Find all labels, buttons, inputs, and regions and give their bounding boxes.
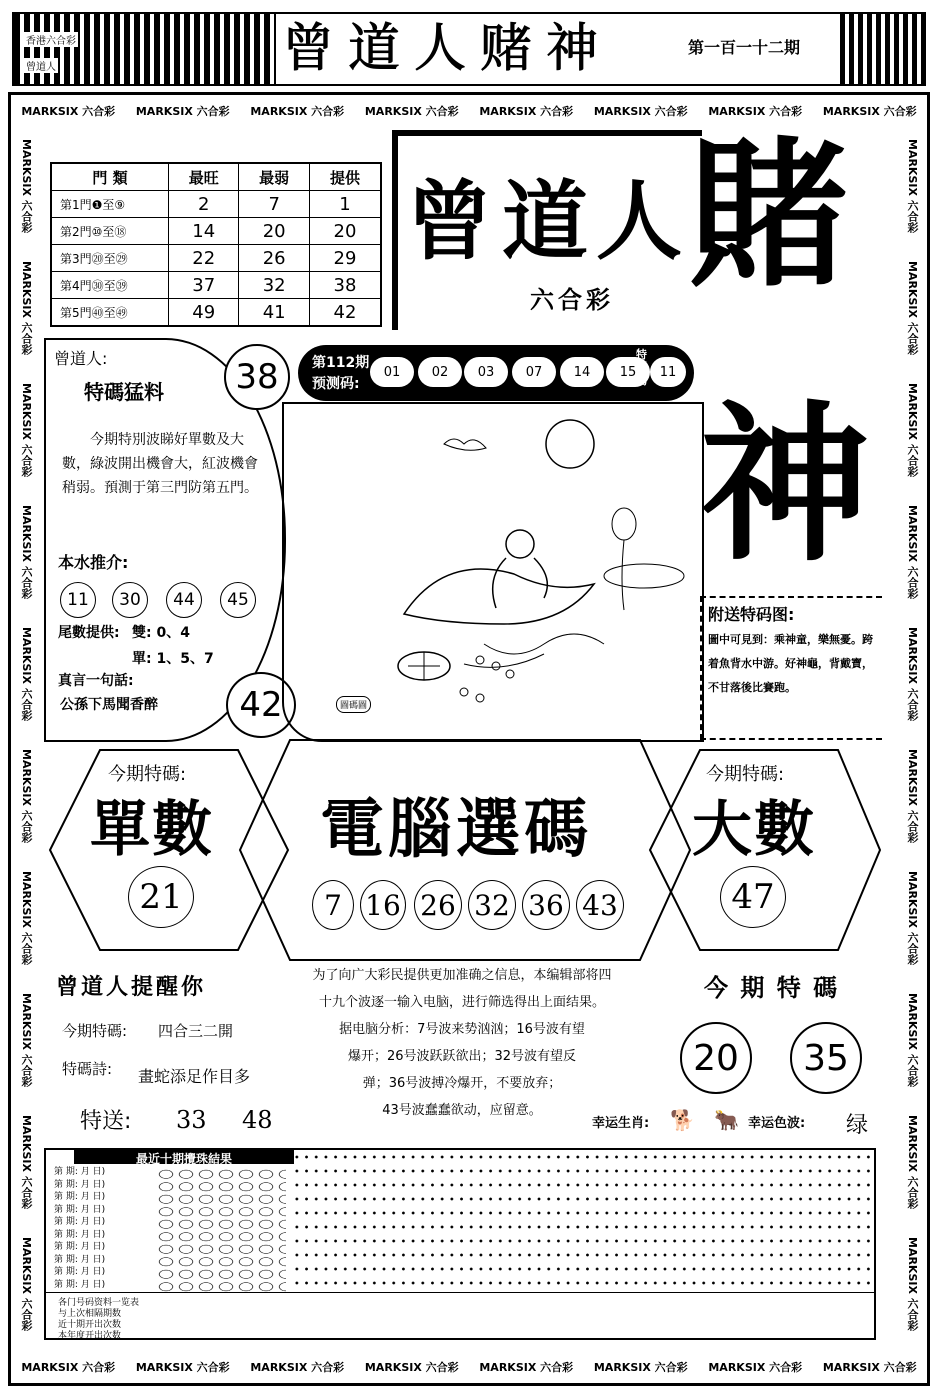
pred-special-label: 特別碼	[636, 348, 647, 387]
door-give: 38	[309, 272, 381, 299]
right-hex-label: 今期特碼:	[706, 764, 785, 785]
border-text: MARKSIX 六合彩	[20, 627, 33, 721]
draw-row-label: 第 期: 月 日)	[54, 1254, 106, 1265]
pred-ball: 01	[370, 357, 414, 387]
door-hot: 37	[169, 272, 239, 299]
draw-row-label: 第 期: 月 日)	[54, 1229, 106, 1240]
ox-icon: 🐂	[714, 1108, 739, 1132]
tail-odd: 單: 1、5、7	[132, 651, 214, 667]
door-hot: 14	[169, 218, 239, 245]
pred-ball: 14	[560, 357, 604, 387]
border-text: MARKSIX 六合彩	[21, 1361, 116, 1374]
recent-draws-table	[44, 1148, 876, 1340]
draw-row-label: 第 期: 月 日)	[54, 1267, 106, 1277]
dog-icon: 🐕	[670, 1108, 695, 1132]
border-text: MARKSIX 六合彩	[906, 261, 919, 355]
today-special-number: 35	[790, 1022, 862, 1094]
border-text: MARKSIX 六合彩	[906, 1115, 919, 1209]
border-text: MARKSIX 六合彩	[906, 749, 919, 843]
header-strip-text-2: 曾道人	[24, 58, 58, 73]
tail-label: 尾數提供:	[58, 625, 120, 641]
panel-paragraph: 今期特別波睇好單數及大數，綠波開出機會大，紅波機會稍弱。預測于第三門防第五門。	[62, 432, 258, 496]
border-text: MARKSIX 六合彩	[135, 105, 230, 118]
door-label: 第3門⑳至㉙	[51, 245, 169, 272]
phrase-label: 真言一句話:	[58, 673, 134, 689]
draws-dot-grid	[292, 1150, 874, 1292]
pred-special-ball: 11	[650, 357, 686, 387]
draws-oval-grid	[156, 1168, 286, 1292]
water-number: 45	[220, 582, 256, 618]
pred-code-label: 预测码:	[312, 376, 360, 392]
circle-number-bottom: 42	[226, 672, 296, 738]
today-special-title: 今 期 特 碼	[704, 974, 840, 1002]
attached-title: 附送特码图:	[708, 605, 795, 624]
door-give: 29	[309, 245, 381, 272]
col-header: 最弱	[239, 163, 309, 191]
computer-number: 43	[576, 880, 624, 930]
left-hex-number: 21	[128, 866, 194, 928]
reminder-poem-label: 特碼詩:	[62, 1060, 113, 1078]
paragraph-line: 爆开；26号波跃跃欲出；32号波有望反	[347, 1049, 577, 1064]
draws-title: 最近十期攪珠結果	[74, 1150, 294, 1164]
door-cold: 26	[239, 245, 309, 272]
lucky-wave-value: 绿	[846, 1113, 869, 1138]
center-hex-title: 電腦選碼	[320, 792, 592, 867]
pred-ball: 15	[606, 357, 650, 387]
border-text: MARKSIX 六合彩	[20, 139, 33, 233]
title-char: 曾	[406, 171, 492, 272]
door-give: 20	[309, 218, 381, 245]
illustration-stamp: 圖碼圖	[336, 696, 371, 713]
border-text: MARKSIX 六合彩	[906, 139, 919, 233]
paragraph-line: 弹；36号波搏冷爆开，不要放弃；	[362, 1076, 562, 1091]
door-give: 42	[309, 299, 381, 327]
draw-row-label: 第 期: 月 日)	[54, 1217, 106, 1227]
left-hex-label: 今期特碼:	[108, 764, 187, 785]
col-header: 提供	[309, 163, 381, 191]
phrase-text: 公孫下馬聞香醉	[60, 697, 158, 713]
draws-bottom-rows	[46, 1292, 874, 1339]
door-label: 第2門⑩至⑱	[51, 218, 169, 245]
door-cold: 32	[239, 272, 309, 299]
computer-number: 36	[522, 880, 570, 930]
border-text: MARKSIX 六合彩	[708, 1361, 803, 1374]
border-text: MARKSIX 六合彩	[479, 1361, 574, 1374]
border-text: MARKSIX 六合彩	[20, 993, 33, 1087]
bottom-label: 与上次相隔期数	[58, 1309, 122, 1319]
door-label: 第5門㊵至㊾	[51, 299, 169, 327]
border-text: MARKSIX 六合彩	[479, 105, 574, 118]
header-issue: 第一百一十二期	[688, 28, 838, 68]
border-text: MARKSIX 六合彩	[21, 105, 116, 118]
border-text: MARKSIX 六合彩	[906, 505, 919, 599]
water-title: 本水推介:	[58, 553, 129, 572]
left-hex-big: 單數	[90, 795, 214, 865]
border-text: MARKSIX 六合彩	[822, 105, 917, 118]
header-strip-text-1: 香港六合彩	[24, 32, 78, 47]
border-text: MARKSIX 六合彩	[822, 1361, 917, 1374]
computer-number: 26	[414, 880, 462, 930]
door-label: 第4門㉚至㊴	[51, 272, 169, 299]
door-hot: 2	[169, 191, 239, 218]
col-header: 最旺	[169, 163, 239, 191]
circle-number-top: 38	[224, 344, 290, 410]
col-header: 門 類	[51, 163, 169, 191]
border-text: MARKSIX 六合彩	[906, 871, 919, 965]
reminder-title: 曾道人提醒你	[56, 975, 207, 1000]
pred-ball: 07	[512, 357, 556, 387]
border-text: MARKSIX 六合彩	[135, 1361, 230, 1374]
door-label: 第1門❶至⑨	[51, 191, 169, 218]
send-number: 33	[176, 1106, 207, 1134]
pred-ball: 03	[464, 357, 508, 387]
draw-row-label: 第 期: 月 日)	[54, 1179, 106, 1190]
right-hex-big: 大數	[692, 795, 816, 865]
border-text: MARKSIX 六合彩	[20, 1237, 33, 1331]
paragraph-line: 十九个波逐一输入电脑，进行筛选得出上面结果。	[318, 995, 605, 1010]
center-paragraph	[282, 962, 642, 1124]
paragraph-line: 为了向广大彩民提供更加准确之信息，本编辑部将四	[312, 968, 612, 983]
draw-row-label: 第 期: 月 日)	[54, 1279, 106, 1290]
title-small: 六合彩	[530, 285, 614, 314]
water-number: 30	[112, 582, 148, 618]
header-title: 曾道人赌神	[282, 19, 613, 79]
bottom-label: 本年度开出次数	[58, 1331, 122, 1341]
border-text: MARKSIX 六合彩	[364, 105, 459, 118]
paragraph-line: 据电脑分析：7号波来势汹汹；16号波有望	[339, 1022, 585, 1037]
reminder-send-label: 特送:	[80, 1109, 132, 1134]
reminder-special-value: 四合三二開	[158, 1022, 234, 1040]
computer-number: 7	[312, 880, 354, 930]
water-number: 44	[166, 582, 202, 618]
title-char: 人	[596, 171, 682, 272]
border-text: MARKSIX 六合彩	[20, 261, 33, 355]
draw-row-label: 第 期: 月 日)	[54, 1204, 106, 1215]
border-text: MARKSIX 六合彩	[906, 993, 919, 1087]
border-text: MARKSIX 六合彩	[20, 1115, 33, 1209]
tail-even: 雙: 0、4	[132, 625, 190, 641]
door-cold: 41	[239, 299, 309, 327]
border-text: MARKSIX 六合彩	[906, 383, 919, 477]
border-text: MARKSIX 六合彩	[20, 749, 33, 843]
lucky-row	[590, 1108, 880, 1138]
border-text: MARKSIX 六合彩	[250, 105, 345, 118]
right-hex-number: 47	[720, 866, 786, 928]
door-hot: 49	[169, 299, 239, 327]
border-text: MARKSIX 六合彩	[20, 383, 33, 477]
bottom-label: 近十期开出次数	[58, 1320, 122, 1330]
pred-ball: 02	[418, 357, 462, 387]
border-text: MARKSIX 六合彩	[906, 627, 919, 721]
paragraph-line: 43号波蠢蠢欲动，应留意。	[382, 1103, 542, 1118]
today-special-number: 20	[680, 1022, 752, 1094]
send-number: 48	[242, 1106, 273, 1134]
title-char-shen: 神	[700, 385, 871, 585]
lucky-zodiac-label: 幸运生肖:	[592, 1116, 650, 1131]
border-text: MARKSIX 六合彩	[364, 1361, 459, 1374]
computer-number: 32	[468, 880, 516, 930]
door-cold: 7	[239, 191, 309, 218]
bottom-label: 各门号码资料一览表	[58, 1298, 140, 1308]
draw-row-label: 第 期: 月 日)	[54, 1192, 106, 1202]
attached-text: 圖中可見到：乘神童，樂無憂。跨着魚背水中游。好神龜，背戴寶，不甘落後比賽跑。	[708, 633, 873, 694]
draw-row-label: 第 期: 月 日)	[54, 1242, 106, 1252]
panel-subtitle: 特碼猛料	[84, 380, 164, 404]
reminder-special-label: 今期特碼:	[62, 1022, 128, 1040]
draws-row-labels	[54, 1166, 154, 1291]
water-number: 11	[60, 582, 96, 618]
border-text: MARKSIX 六合彩	[250, 1361, 345, 1374]
border-text: MARKSIX 六合彩	[593, 105, 688, 118]
door-hot: 22	[169, 245, 239, 272]
pred-issue: 第112期	[312, 355, 370, 371]
border-text: MARKSIX 六合彩	[906, 1237, 919, 1331]
lucky-wave-label: 幸运色波:	[748, 1116, 806, 1131]
border-text: MARKSIX 六合彩	[593, 1361, 688, 1374]
border-text: MARKSIX 六合彩	[708, 105, 803, 118]
draw-row-label: 第 期: 月 日)	[54, 1167, 106, 1177]
border-text: MARKSIX 六合彩	[20, 871, 33, 965]
title-char: 道	[502, 171, 588, 272]
reminder-poem-value: 畫蛇添足作目多	[138, 1067, 251, 1086]
door-cold: 20	[239, 218, 309, 245]
computer-number: 16	[360, 880, 406, 930]
panel-person: 曾道人:	[54, 349, 108, 368]
door-give: 1	[309, 191, 381, 218]
border-text: MARKSIX 六合彩	[20, 505, 33, 599]
title-char: 賭	[688, 121, 849, 309]
